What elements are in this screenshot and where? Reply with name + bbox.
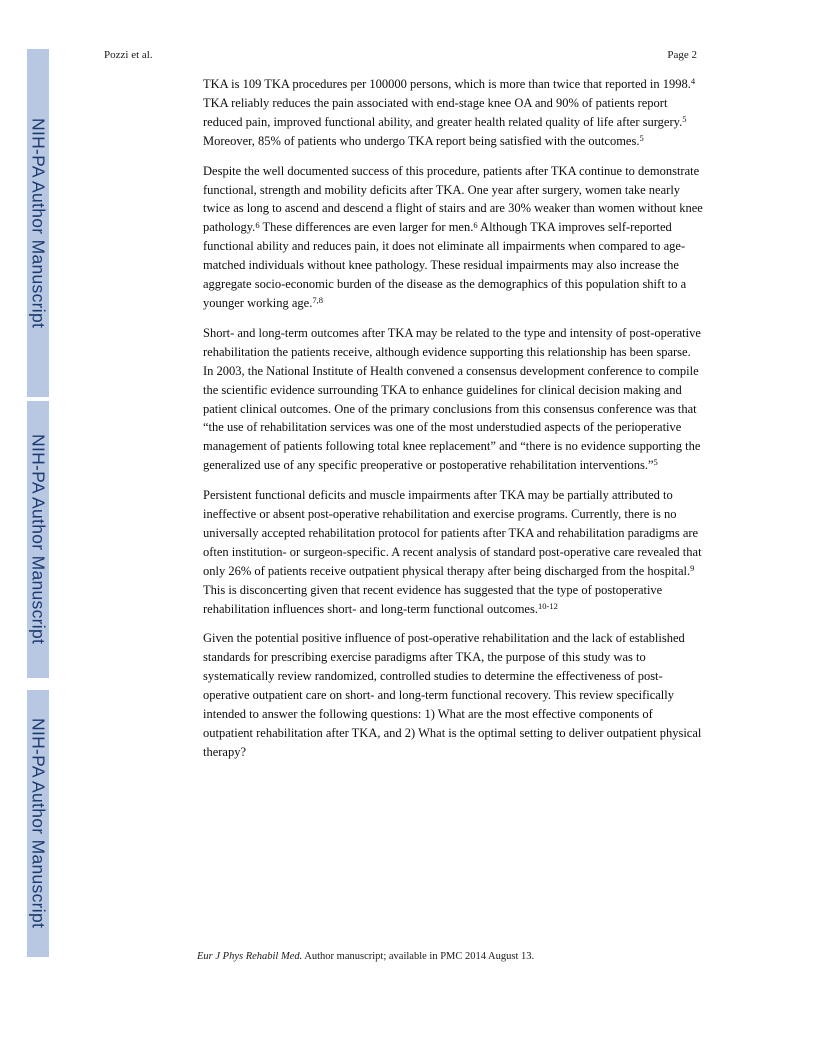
nihpa-watermark-bar-1: [27, 49, 49, 397]
citation-superscript: 9: [690, 562, 695, 573]
footer-citation-text: Author manuscript; available in PMC 2014 August 13.: [302, 951, 535, 962]
article-body: [203, 75, 703, 773]
nihpa-watermark-bar-2: [27, 401, 49, 678]
paragraph-4: Persistent functional deficits and muscle impairments after TKA may be partially attributed to ineffective or absent post-operative rehabilitation and exercise programs. Currently, there is no universally accepted rehabilitation protocol for patients after TKA and rehabilitation paradigms are often institution- or surgeon-specific. A recent analysis of standard post-operative care revealed that only 26% of patients receive outpatient physical therapy after being discharged from the hospital.$^9$ This is disconcerting given that recent evidence has suggested that the type of postoperative rehabilitation influences short- and long-term functional outcomes.$^{10-12}$: [203, 488, 702, 616]
citation-superscript: 5: [682, 114, 687, 124]
nihpa-watermark-label-3: NIH-PA Author Manuscript: [28, 718, 49, 929]
paragraph-5: Given the potential positive influence of post-operative rehabilitation and the lack of established standards for prescribing exercise paradigms after TKA, the purpose of this study was to systematically review randomized, controlled studies to determine the effectiveness of post-operative outpatient care on short- and long-term functional recovery. This review specifically intended to answer the following questions: 1) What are the most effective components of outpatient rehabilitation after TKA, and 2) What is the optimal setting to deliver outpatient physical therapy?: [203, 631, 702, 759]
running-head-author: Pozzi et al.: [104, 49, 153, 61]
citation-superscript: 5: [639, 132, 644, 143]
footer-journal-title: Eur J Phys Rehabil Med.: [197, 951, 303, 962]
citation-superscript: 6: [473, 219, 478, 230]
nihpa-watermark-label-2: NIH-PA Author Manuscript: [28, 434, 49, 645]
citation-superscript: 4: [690, 76, 696, 87]
nihpa-watermark-bar-3: [27, 690, 49, 957]
running-head: [104, 49, 697, 61]
citation-superscript: 6: [255, 219, 260, 230]
footer-citation: [197, 951, 534, 962]
citation-superscript: 10-12: [537, 600, 558, 611]
paragraph-3: Short- and long-term outcomes after TKA may be related to the type and intensity of post-operative rehabilitation the patients receive, although evidence supporting this relationship has been sparse. In 2003, the National Institute of Health convened a consensus development conference to compile the scientific evidence surrounding TKA to enhance guidelines for clinical decision making and patient clinical outcomes. One of the primary conclusions from this consensus conference was that “the use of rehabilitation services was one of the most understudied aspects of the perioperative management of patients following total knee replacement” and “there is no evidence supporting the generalized use of any specific preoperative or postoperative rehabilitation interventions.”$^5$: [203, 325, 701, 473]
citation-superscript: 5: [653, 457, 658, 468]
paragraph-1: TKA is 109 TKA procedures per 100000 persons, which is more than twice that reported in 1998.$^4$ TKA reliably reduces the pain associated with end-stage knee OA and 90% of patients report reduced pain, improved functional ability, and greater health related quality of life after surgery.$^5$ Moreover, 85% of patients who undergo TKA report being satisfied with the outcomes.$^5$: [203, 76, 696, 148]
running-head-page-number: Page 2: [667, 49, 697, 61]
nihpa-watermark-label-1: NIH-PA Author Manuscript: [28, 117, 49, 329]
citation-superscript: 7,8: [312, 295, 323, 306]
paragraph-2: Despite the well documented success of this procedure, patients after TKA continue to demonstrate functional, strength and mobility deficits after TKA. One year after surgery, women take nearly twice as long to ascend and descend a flight of stairs and are 30% weaker than women without knee pathology.$^6$ These differences are even larger for men.$^6$ Although TKA improves self-reported functional ability and reduces pain, it does not eliminate all impairments when compared to age-matched individuals without knee pathology. These residual impairments may also increase the aggregate socio-economic burden of the disease as the demographics of this population shift to a younger working age.$^{7,8}$: [203, 163, 703, 310]
body-paragraphs: [203, 75, 703, 762]
